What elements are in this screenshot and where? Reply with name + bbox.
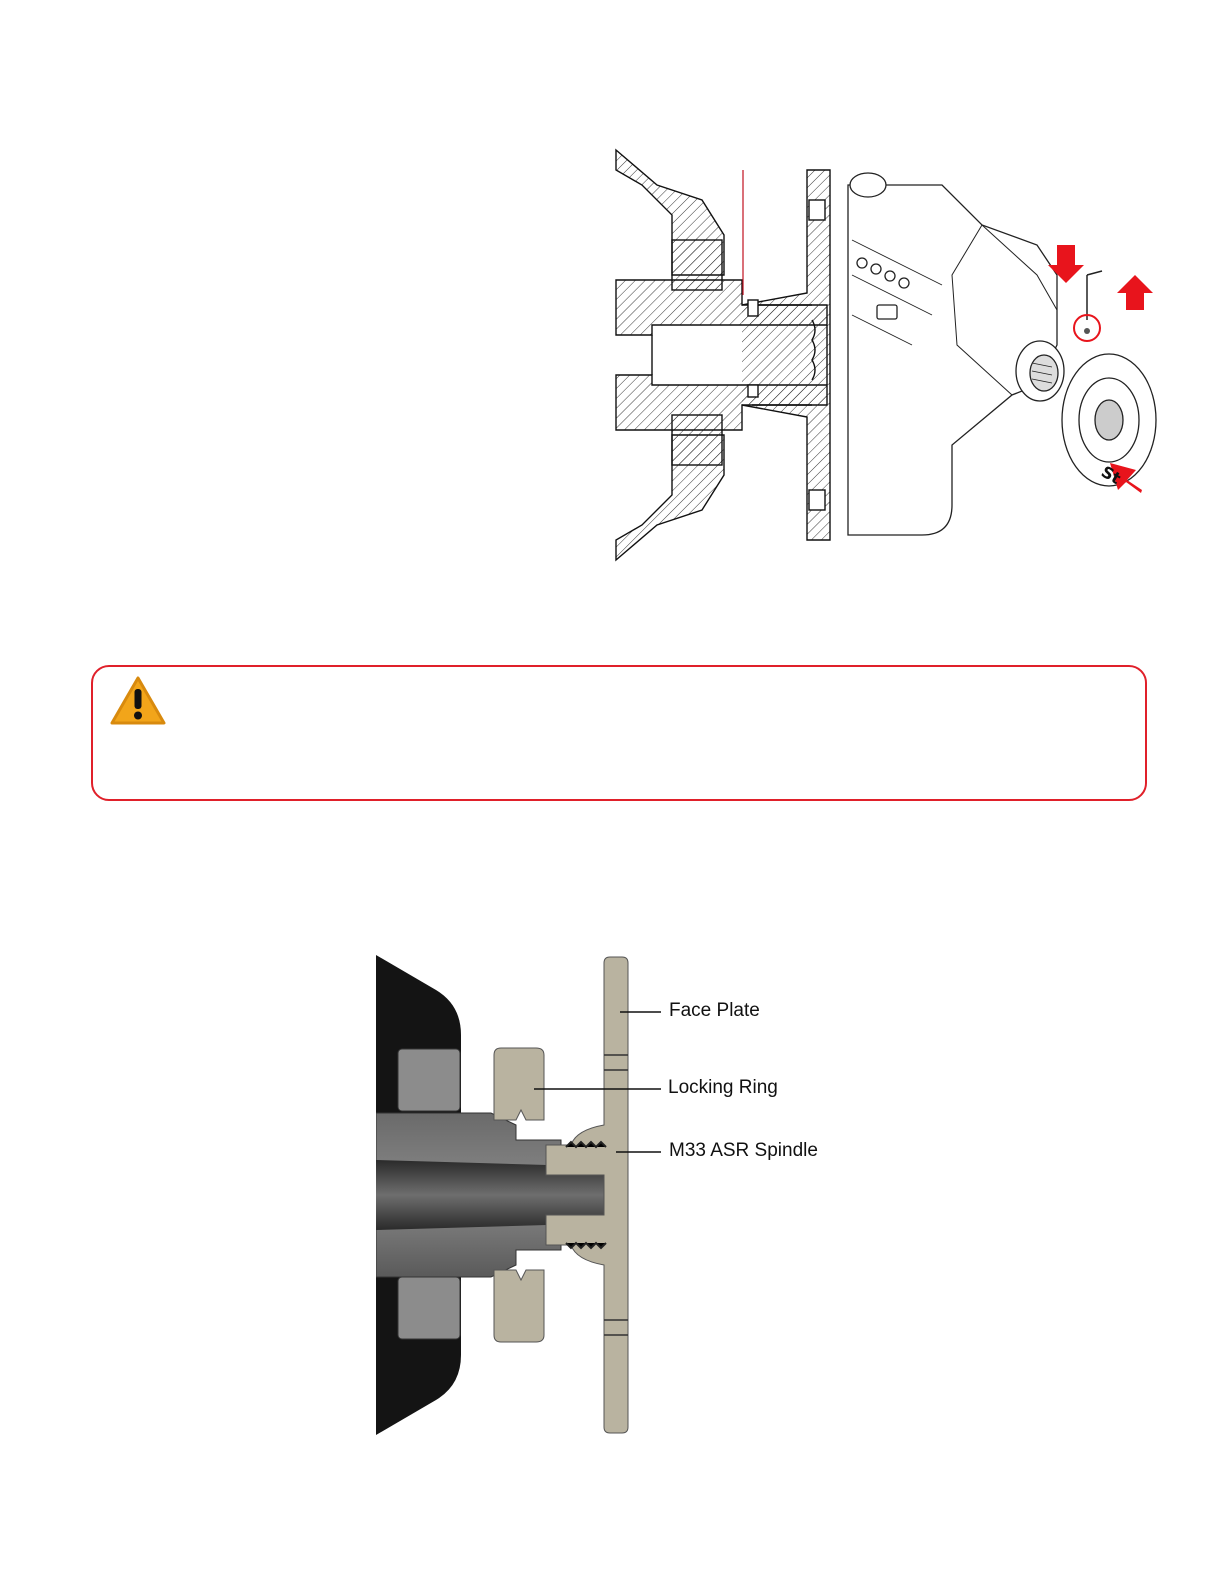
label-spindle: M33 ASR Spindle [669,1140,818,1161]
locking-ring-shape [494,1048,544,1120]
stamp-text: St [1098,462,1125,489]
label-locking-ring: Locking Ring [668,1077,778,1098]
locking-ring-shape-bottom [494,1270,544,1342]
cross-section-drawing [616,150,830,560]
warning-box [91,665,1147,801]
bearing-bottom [398,1277,460,1339]
bearing-top [398,1049,460,1111]
top-figure [612,145,1162,565]
spindle-cross-section [376,955,846,1435]
label-face-plate: Face Plate [669,1000,760,1021]
bottom-figure [376,955,846,1435]
cross-section-and-lathe-illustration [612,145,1162,565]
arrow-up-icon [1117,275,1153,310]
warning-triangle-icon [109,675,167,727]
